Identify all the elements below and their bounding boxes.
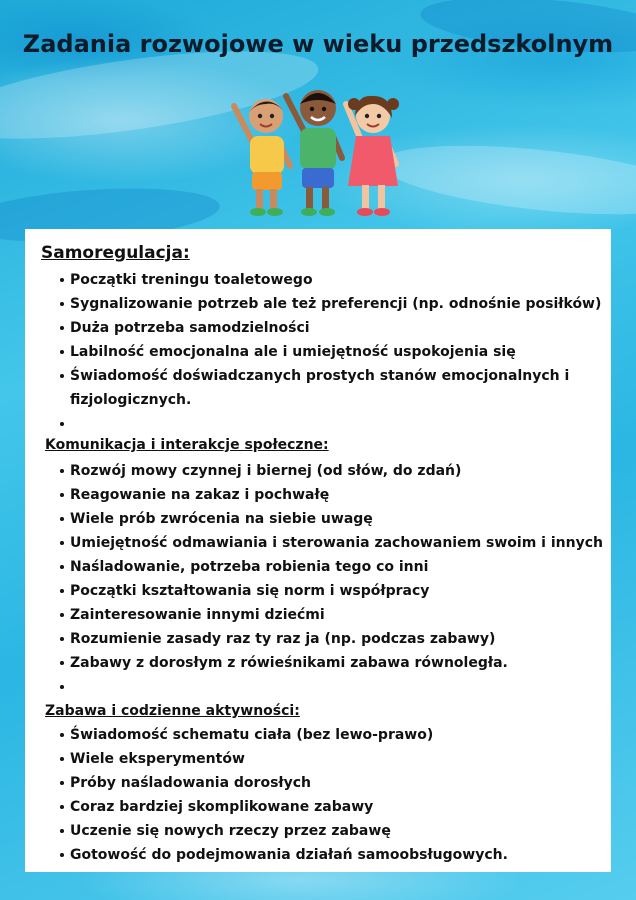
- list-item: Świadomość doświadczanych prostych stanów emocjonalnych i fizjologicznych.: [25, 364, 590, 412]
- list-item: Zainteresowanie innymi dziećmi: [25, 603, 603, 627]
- list-item: Umiejętność odmawiania i sterowania zachowaniem swoim i innych: [25, 531, 603, 555]
- content-card: [25, 229, 611, 872]
- list-item: Reagowanie na zakaz i pochwałę: [25, 483, 603, 507]
- list-item: Początki kształtowania się norm i współpracy: [25, 579, 603, 603]
- list-samoregulacja: [25, 268, 601, 412]
- list-item: Duża potrzeba samodzielności: [25, 316, 601, 340]
- background-wave: [378, 133, 636, 226]
- list-komunikacja: [25, 459, 603, 675]
- children-illustration: [220, 86, 416, 220]
- list-item: Rozwój mowy czynnej i biernej (od słów, do zdań): [25, 459, 603, 483]
- list-item: Gotowość do podejmowania działań samoobsługowych.: [25, 843, 508, 867]
- list-item: Wiele prób zwrócenia na siebie uwagę: [25, 507, 603, 531]
- list-item: Sygnalizowanie potrzeb ale też preferencji (np. odnośnie posiłków): [25, 292, 601, 316]
- three-children-waving-icon: [220, 86, 416, 220]
- list-item: Coraz bardziej skomplikowane zabawy: [25, 795, 508, 819]
- section-heading-samoregulacja: Samoregulacja:: [41, 243, 190, 263]
- list-item: Początki treningu toaletowego: [25, 268, 601, 292]
- section-heading-zabawa: Zabawa i codzienne aktywności:: [45, 703, 300, 719]
- list-item: Labilność emocjonalna ale i umiejętność uspokojenia się: [25, 340, 601, 364]
- page-title: Zadania rozwojowe w wieku przedszkolnym: [22, 30, 614, 58]
- list-zabawa: [25, 723, 508, 867]
- list-item: Próby naśladowania dorosłych: [25, 771, 508, 795]
- list-item: Wiele eksperymentów: [25, 747, 508, 771]
- list-item: Uczenie się nowych rzeczy przez zabawę: [25, 819, 508, 843]
- list-item: Zabawy z dorosłym z rówieśnikami zabawa równoległa.: [25, 651, 603, 675]
- list-item: Naśladowanie, potrzeba robienia tego co inni: [25, 555, 603, 579]
- list-item: Świadomość schematu ciała (bez lewo-prawo): [25, 723, 508, 747]
- list-item: Rozumienie zasady raz ty raz ja (np. podczas zabawy): [25, 627, 603, 651]
- section-heading-komunikacja: Komunikacja i interakcje społeczne:: [45, 437, 329, 453]
